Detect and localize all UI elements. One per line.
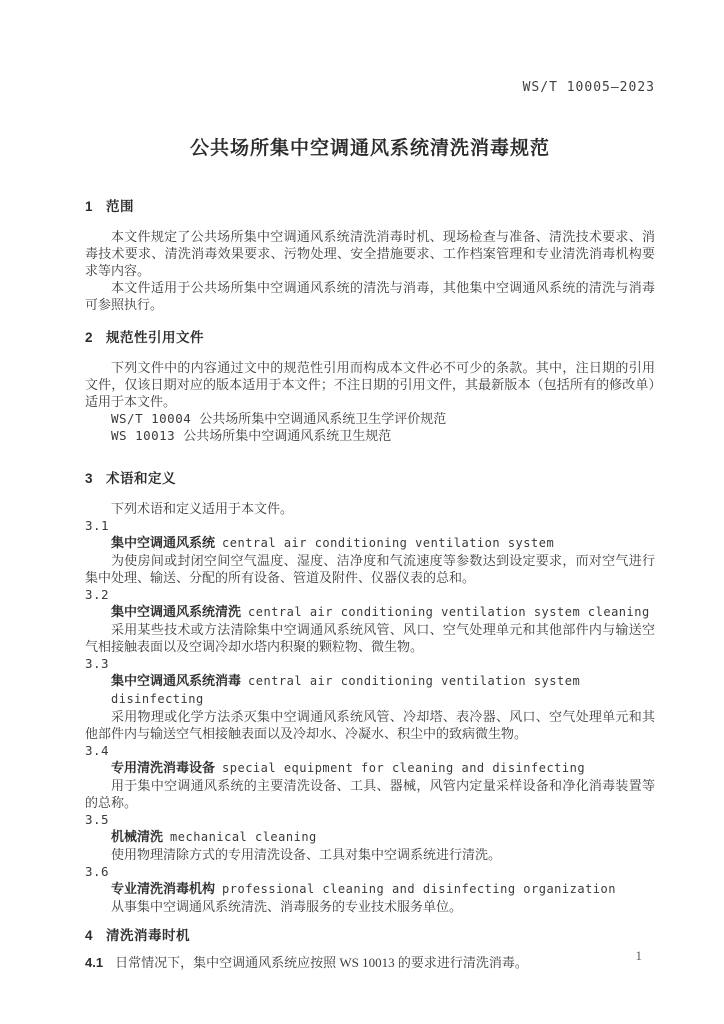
paragraph: 下列文件中的内容通过文中的规范性引用而构成本文件必不可少的条款。其中，注日期的引用文件，仅该日期对应的版本适用于本文件；不注日期的引用文件，其最新版本（包括所有的修改单）适用于本文件。: [85, 360, 655, 409]
section-heading: [85, 470, 655, 487]
term-title: [85, 672, 655, 708]
term-zh: 集中空调通风系统清洗: [111, 604, 242, 619]
term-entry: [85, 517, 655, 586]
section-heading: [85, 927, 655, 944]
term-title: [85, 828, 655, 846]
section-heading: [85, 329, 655, 346]
paragraph: 本文件规定了公共场所集中空调通风系统清洗消毒时机、现场检查与准备、清洗技术要求、消毒技术要求、清洗消毒效果要求、污物处理、安全措施要求、工作档案管理和专业清洗消毒机构要求等内容。: [85, 229, 655, 278]
section-title: 范围: [106, 199, 135, 214]
reference-item: [85, 427, 655, 444]
term-en: mechanical cleaning: [170, 830, 317, 844]
clause-text: 日常情况下，集中空调通风系统应按照 WS 10013 的要求进行清洗消毒。: [115, 955, 528, 970]
term-title: [85, 534, 655, 552]
term-number: 3.4: [85, 743, 110, 758]
term-definition: 从事集中空调通风系统清洗、消毒服务的专业技术服务单位。: [111, 899, 463, 914]
reference-item: [85, 410, 655, 427]
section-number: 1: [85, 199, 94, 214]
term-entry: [85, 655, 655, 742]
term-entry: [85, 586, 655, 655]
term-definition: 用于集中空调通风系统的主要清洗设备、工具、器械，风管内定量采样设备和净化消毒装置等的总称。: [85, 778, 655, 810]
term-zh: 集中空调通风系统消毒: [111, 673, 242, 688]
term-zh: 专用清洗消毒设备: [111, 760, 216, 775]
section-title: 清洗消毒时机: [106, 928, 191, 943]
term-entry: [85, 811, 655, 863]
document-title: 公共场所集中空调通风系统清洗消毒规范: [189, 138, 550, 159]
clause: [85, 954, 655, 971]
section-number: 3: [85, 471, 94, 486]
term-number: 3.2: [85, 587, 110, 602]
term-en: central air conditioning ventilation system: [222, 536, 555, 550]
page-number: 1: [635, 948, 642, 963]
term-definition: 采用某些技术或方法清除集中空调通风系统风管、风口、空气处理单元和其他部件内与输送空气相接触表面以及空调冷却水塔内积聚的颗粒物、微生物。: [85, 622, 655, 654]
section-title: 规范性引用文件: [106, 330, 205, 345]
paragraph: 本文件适用于公共场所集中空调通风系统的清洗与消毒，其他集中空调通风系统的清洗与消毒可参照执行。: [85, 280, 655, 312]
reference-code: WS 10013: [111, 428, 176, 443]
term-entry: [85, 863, 655, 915]
term-title: [85, 603, 655, 621]
term-title: [85, 759, 655, 777]
section-title: 术语和定义: [106, 471, 177, 486]
term-definition: 使用物理清除方式的专用清洗设备、工具对集中空调系统进行清洗。: [111, 847, 502, 862]
term-definition: 采用物理或化学方法杀灭集中空调通风系统风管、冷却塔、表冷器、风口、空气处理单元和其他部件内与输送空气相接触表面以及冷却水、冷凝水、积尘中的致病微生物。: [85, 709, 655, 741]
section-heading: [85, 198, 655, 215]
clause-number: 4.1: [85, 955, 104, 970]
section-terms-definitions: [85, 470, 655, 915]
term-entry: [85, 742, 655, 811]
term-en: central air conditioning ventilation system disinfecting: [111, 674, 581, 706]
section-normative-references: [85, 329, 655, 444]
term-en: special equipment for cleaning and disinfecting: [222, 761, 586, 775]
section-cleaning-timing: [85, 927, 655, 971]
section-number: 2: [85, 330, 94, 345]
term-en: central air conditioning ventilation system cleaning: [248, 605, 650, 619]
terms-intro: 下列术语和定义适用于本文件。: [111, 501, 294, 516]
term-number: 3.6: [85, 864, 110, 879]
reference-title: 公共场所集中空调通风系统卫生规范: [183, 428, 392, 443]
standard-number: WS/T 10005—2023: [522, 80, 655, 95]
term-en: professional cleaning and disinfecting organization: [222, 882, 616, 896]
term-zh: 专业清洗消毒机构: [111, 881, 216, 896]
term-title: [85, 880, 655, 898]
term-number: 3.1: [85, 518, 110, 533]
term-zh: 集中空调通风系统: [111, 535, 216, 550]
section-scope: [85, 198, 655, 313]
term-definition: 为使房间或封闭空间空气温度、湿度、洁净度和气流速度等参数达到设定要求，而对空气进行集中处理、输送、分配的所有设备、管道及附件、仪器仪表的总和。: [85, 553, 655, 585]
section-number: 4: [85, 928, 94, 943]
reference-code: WS/T 10004: [111, 411, 192, 426]
term-number: 3.5: [85, 812, 110, 827]
term-zh: 机械清洗: [111, 829, 164, 844]
reference-title: 公共场所集中空调通风系统卫生学评价规范: [199, 411, 447, 426]
term-number: 3.3: [85, 656, 110, 671]
